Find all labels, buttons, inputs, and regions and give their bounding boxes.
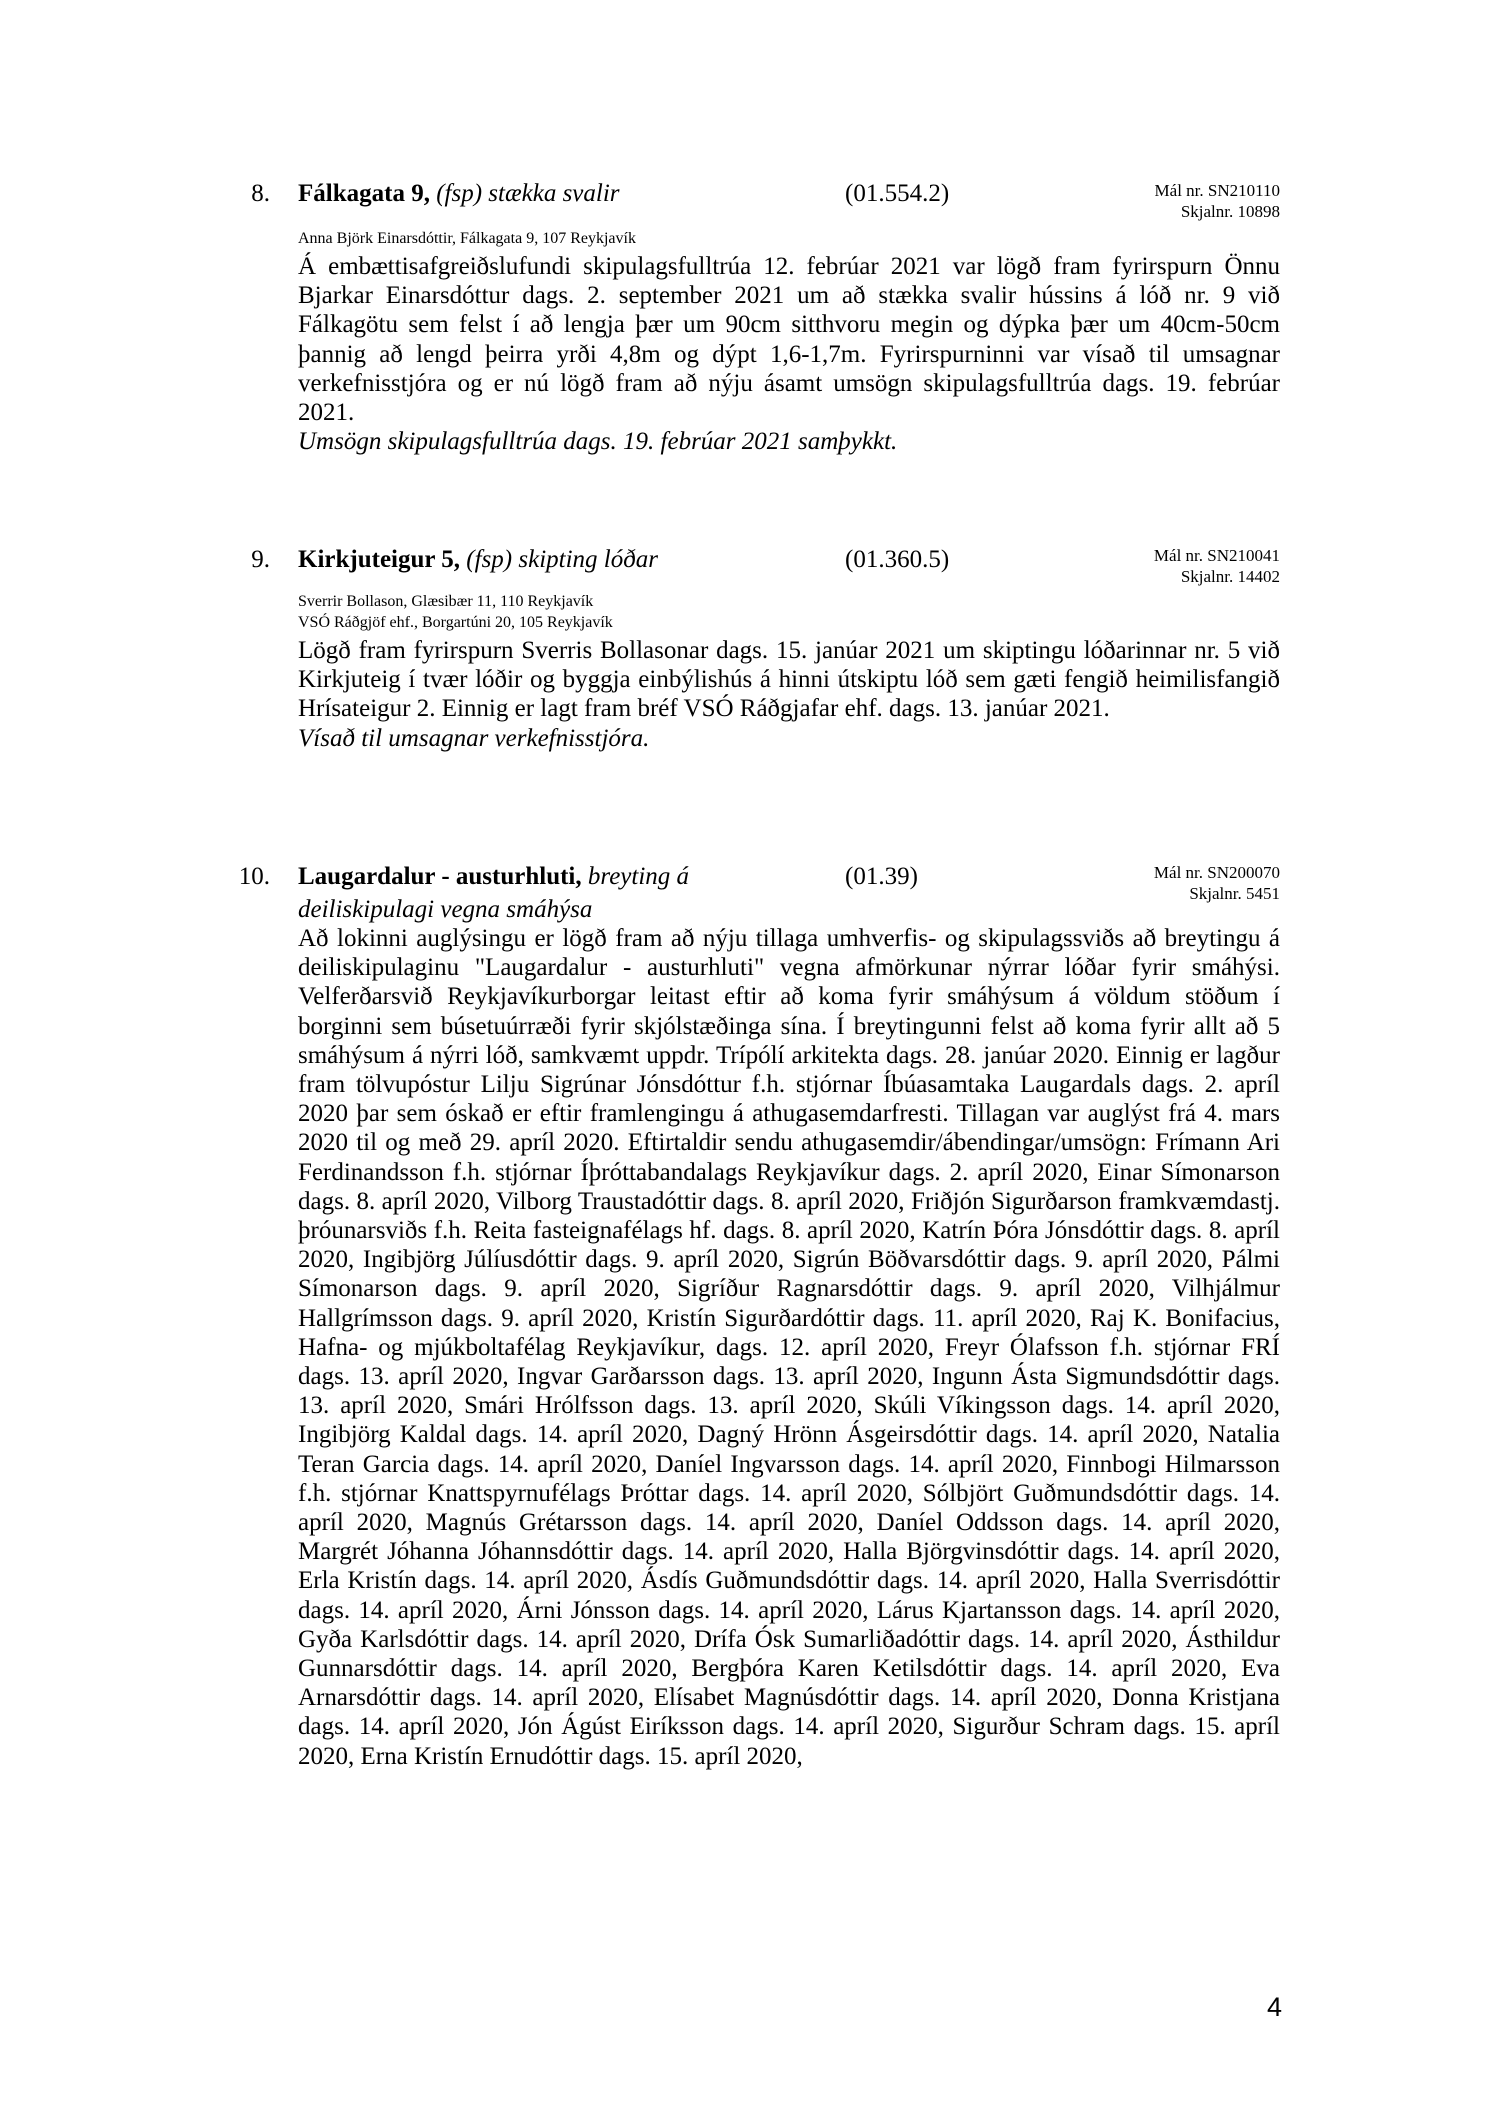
item-body-text: Á embættisafgreiðslufundi skipulagsfulltrúa 12. febrúar 2021 var lögð fram fyrirspurn Önnu Bjarkar Einarsdóttur dags. 2. september 2021 um að stækka svalir hússins á lóð nr. 9 við Fálkagötu sem felst í að lengja þær um 90cm sitthvoru megin og dýpka þær um 40cm-50cm þannig að lengd þeirra yrði 4,8m og dýpt 1,6-1,7m. Fyrirspurninni var vísað til umsagnar verkefnisstjóra og er nú lögð fram að nýju ásamt umsögn skipulagsfulltrúa dags. 19. febrúar 2021. xyxy=(298,253,1280,427)
item-body xyxy=(298,636,1280,753)
item-title-bold: Kirkjuteigur 5, xyxy=(298,546,461,573)
case-meta xyxy=(1155,180,1280,222)
item-body-text: Að lokinni auglýsingu er lögð fram að nýju tillaga umhverfis- og skipulagssviðs að breytingu á deiliskipulaginu "Laugardalur - austurhluti" vegna afmörkunar nýrrar lóðar fyrir smáhýsi. Velferðarsvið Reykjavíkurborgar leitast eftir að koma fyrir smáhýsum á völdum stöðum í borginni sem búsetuúrræði fyrir skjólstæðinga sína. Í breytingunni felst að koma fyrir allt að 5 smáhýsum á nýrri lóð, samkvæmt uppdr. Trípólí arkitekta dags. 28. janúar 2020. Einnig er lagður fram tölvupóstur Lilju Sigrúnar Jónsdóttur f.h. stjórnar Íbúasamtaka Laugardals dags. 2. apríl 2020 þar sem óskað er eftir framlengingu á athugasemdarfresti. Tillagan var auglýst frá 4. mars 2020 til og með 29. apríl 2020. Eftirtaldir sendu athugasemdir/ábendingar/umsögn: Frímann Ari Ferdinandsson f.h. stjórnar Íþróttabandalags Reykjavíkur dags. 2. apríl 2020, Einar Símonarson dags. 8. apríl 2020, Vilborg Traustadóttir dags. 8. apríl 2020, Friðjón Sigurðarson framkvæmdastj. þróunarsviðs f.h. Reita fasteignafélags hf. dags. 8. apríl 2020, Katrín Þóra Jónsdóttir dags. 8. apríl 2020, Ingibjörg Júlíusdóttir dags. 9. apríl 2020, Sigrún Böðvarsdóttir dags. 9. apríl 2020, Pálmi Símonarson dags. 9. apríl 2020, Sigríður Ragnarsdóttir dags. 9. apríl 2020, Vilhjálmur Hallgrímsson dags. 9. apríl 2020, Kristín Sigurðardóttir dags. 11. apríl 2020, Raj K. Bonifacius, Hafna- og mjúkboltafélag Reykjavíkur, dags. 12. apríl 2020, Freyr Ólafsson f.h. stjórnar FRÍ dags. 13. apríl 2020, Ingvar Garðarsson dags. 13. apríl 2020, Ingunn Ásta Sigmundsdóttir dags. 13. apríl 2020, Smári Hrólfsson dags. 13. apríl 2020, Skúli Víkingsson dags. 14. apríl 2020, Ingibjörg Kaldal dags. 14. apríl 2020, Dagný Hrönn Ásgeirsdóttir dags. 14. apríl 2020, Natalia Teran Garcia dags. 14. apríl 2020, Daníel Ingvarsson dags. 14. apríl 2020, Finnbogi Hilmarsson f.h. stjórnar Knattspyrnufélags Þróttar dags. 14. apríl 2020, Sólbjört Guðmundsdóttir dags. 14. apríl 2020, Magnús Grétarsson dags. 14. apríl 2020, Daníel Oddsson dags. 14. apríl 2020, Margrét Jóhanna Jóhannsdóttir dags. 14. apríl 2020, Halla Björgvinsdóttir dags. 14. apríl 2020, Erla Kristín dags. 14. apríl 2020, Ásdís Guðmundsdóttir dags. 14. apríl 2020, Halla Sverrisdóttir dags. 14. apríl 2020, Árni Jónsson dags. 14. apríl 2020, Lárus Kjartansson dags. 14. apríl 2020, Gyða Karlsdóttir dags. 14. apríl 2020, Drífa Ósk Sumarliðadóttir dags. 14. apríl 2020, Ásthildur Gunnarsdóttir dags. 14. apríl 2020, Bergþóra Karen Ketilsdóttir dags. 14. apríl 2020, Eva Arnarsdóttir dags. 14. apríl 2020, Elísabet Magnúsdóttir dags. 14. apríl 2020, Donna Kristjana dags. 14. apríl 2020, Jón Ágúst Eiríksson dags. 14. apríl 2020, Sigurður Schram dags. 15. apríl 2020, Erna Kristín Ernudóttir dags. 15. apríl 2020, xyxy=(298,925,1280,1770)
item-body xyxy=(298,924,1280,1771)
item-body xyxy=(298,252,1280,456)
item-number: 9. xyxy=(251,546,270,573)
case-meta xyxy=(1154,862,1280,904)
item-conclusion: Umsögn skipulagsfulltrúa dags. 19. febrúar 2021 samþykkt. xyxy=(298,428,898,456)
applicant: Sverrir Bollason, Glæsibær 11, 110 Reykjavík xyxy=(298,593,594,610)
item-title-bold: Fálkagata 9, xyxy=(298,180,430,207)
page-number: 4 xyxy=(1266,1992,1282,2022)
skjal-nr: Skjalnr. 5451 xyxy=(1189,884,1280,903)
case-meta xyxy=(1154,545,1280,587)
item-code: (01.360.5) xyxy=(845,546,950,573)
item-title-italic: (fsp) stækka svalir xyxy=(436,180,620,207)
skjal-nr: Skjalnr. 14402 xyxy=(1180,567,1280,586)
mal-nr: Mál nr. SN200070 xyxy=(1153,863,1280,882)
item-code: (01.554.2) xyxy=(845,180,950,207)
item-title-bold: Laugardalur - austurhluti, xyxy=(298,863,582,890)
item-code: (01.39) xyxy=(845,863,918,890)
item-title xyxy=(298,543,658,576)
item-number: 10. xyxy=(238,863,270,890)
applicant: VSÓ Ráðgjöf ehf., Borgartúni 20, 105 Reykjavík xyxy=(298,614,613,631)
mal-nr: Mál nr. SN210110 xyxy=(1154,181,1280,200)
item-title-italic: (fsp) skipting lóðar xyxy=(466,546,658,573)
item-number: 8. xyxy=(251,180,270,207)
item-body-text: Lögð fram fyrirspurn Sverris Bollasonar dags. 15. janúar 2021 um skiptingu lóðarinnar nr. 5 við Kirkjuteig í tvær lóðir og byggja einbýlishús á hinni útskiptu lóð sem gæti fengið heimilisfangið Hrísateigur 2. Einnig er lagt fram bréf VSÓ Ráðgjafar ehf. dags. 13. janúar 2021. xyxy=(298,637,1280,723)
skjal-nr: Skjalnr. 10898 xyxy=(1180,202,1280,221)
item-conclusion: Vísað til umsagnar verkefnisstjóra. xyxy=(298,724,650,752)
mal-nr: Mál nr. SN210041 xyxy=(1153,546,1280,565)
item-title-line2: deiliskipulagi vegna smáhýsa xyxy=(298,896,593,923)
item-title-italic: breyting á xyxy=(587,863,690,890)
item-title xyxy=(298,860,738,926)
applicant: Anna Björk Einarsdóttir, Fálkagata 9, 107 Reykjavík xyxy=(298,230,636,247)
item-title xyxy=(298,177,620,210)
